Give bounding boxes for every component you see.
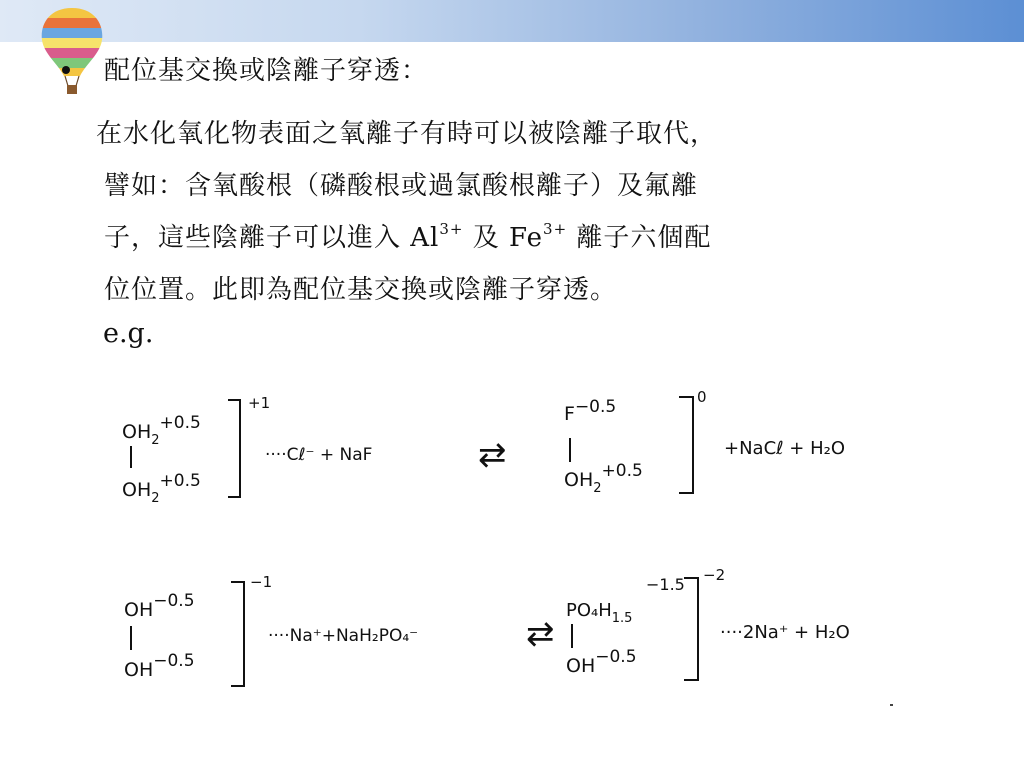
line3-mid: 及 Fe bbox=[463, 223, 544, 253]
r2-equilibrium-arrow: ⇄ bbox=[526, 614, 555, 654]
example-label: e.g. bbox=[103, 318, 154, 349]
r2-right-top-charge: −1.5 bbox=[646, 575, 685, 594]
r2-right-total-charge: −2 bbox=[703, 566, 726, 584]
line3-post: 離子六個配 bbox=[567, 223, 712, 253]
r1-left-total-charge: +1 bbox=[248, 394, 271, 412]
r1-left-top: $OH_2+0.5$ bbox=[122, 413, 201, 448]
reaction-2 bbox=[124, 566, 850, 686]
r1-right-bracket bbox=[679, 397, 693, 493]
r2-left-total-charge: −1 bbox=[250, 573, 273, 591]
reaction-1 bbox=[122, 388, 845, 506]
r1-reactants: ····Cℓ⁻ + NaF bbox=[265, 445, 373, 465]
section-heading: 配位基交換或陰離子穿透： bbox=[104, 56, 429, 86]
r2-right-top: $PO_4H_{1.5}$ bbox=[566, 600, 633, 626]
r2-products: ····2Na⁺ + H₂O bbox=[720, 622, 850, 643]
r1-equilibrium-arrow: ⇄ bbox=[478, 435, 507, 475]
r2-left-bottom: OH−0.5 bbox=[124, 651, 195, 681]
r2-right-bracket bbox=[684, 578, 698, 680]
r1-left-bottom: $OH_2+0.5$ bbox=[122, 471, 201, 506]
paragraph-line-4: 位位置。此即為配位基交換或陰離子穿透。 bbox=[104, 275, 618, 305]
r1-right-top: F−0.5 bbox=[564, 397, 617, 425]
r2-left-bracket bbox=[231, 582, 244, 686]
r1-right-total-charge: 0 bbox=[697, 388, 707, 406]
paragraph-line-2: 譬如：含氧酸根（磷酸根或過氯酸根離子）及氟離 bbox=[104, 171, 699, 201]
al-charge: 3+ bbox=[439, 220, 464, 238]
r1-right-bottom: $OH_2+0.5$ bbox=[564, 461, 643, 496]
r1-products: +NaCℓ + H₂O bbox=[724, 438, 846, 459]
line3-pre: 子，這些陰離子可以進入 Al bbox=[104, 223, 440, 253]
r2-left-top: OH−0.5 bbox=[124, 591, 195, 621]
paragraph-line-1: 在水化氧化物表面之氧離子有時可以被陰離子取代， bbox=[96, 119, 718, 149]
stray-mark bbox=[890, 704, 893, 706]
r1-left-bracket bbox=[228, 400, 240, 497]
r2-reactants: ····Na⁺+NaH₂PO₄⁻ bbox=[268, 626, 419, 646]
fe-charge: 3+ bbox=[543, 220, 568, 238]
r2-right-bottom: OH−0.5 bbox=[566, 647, 637, 677]
